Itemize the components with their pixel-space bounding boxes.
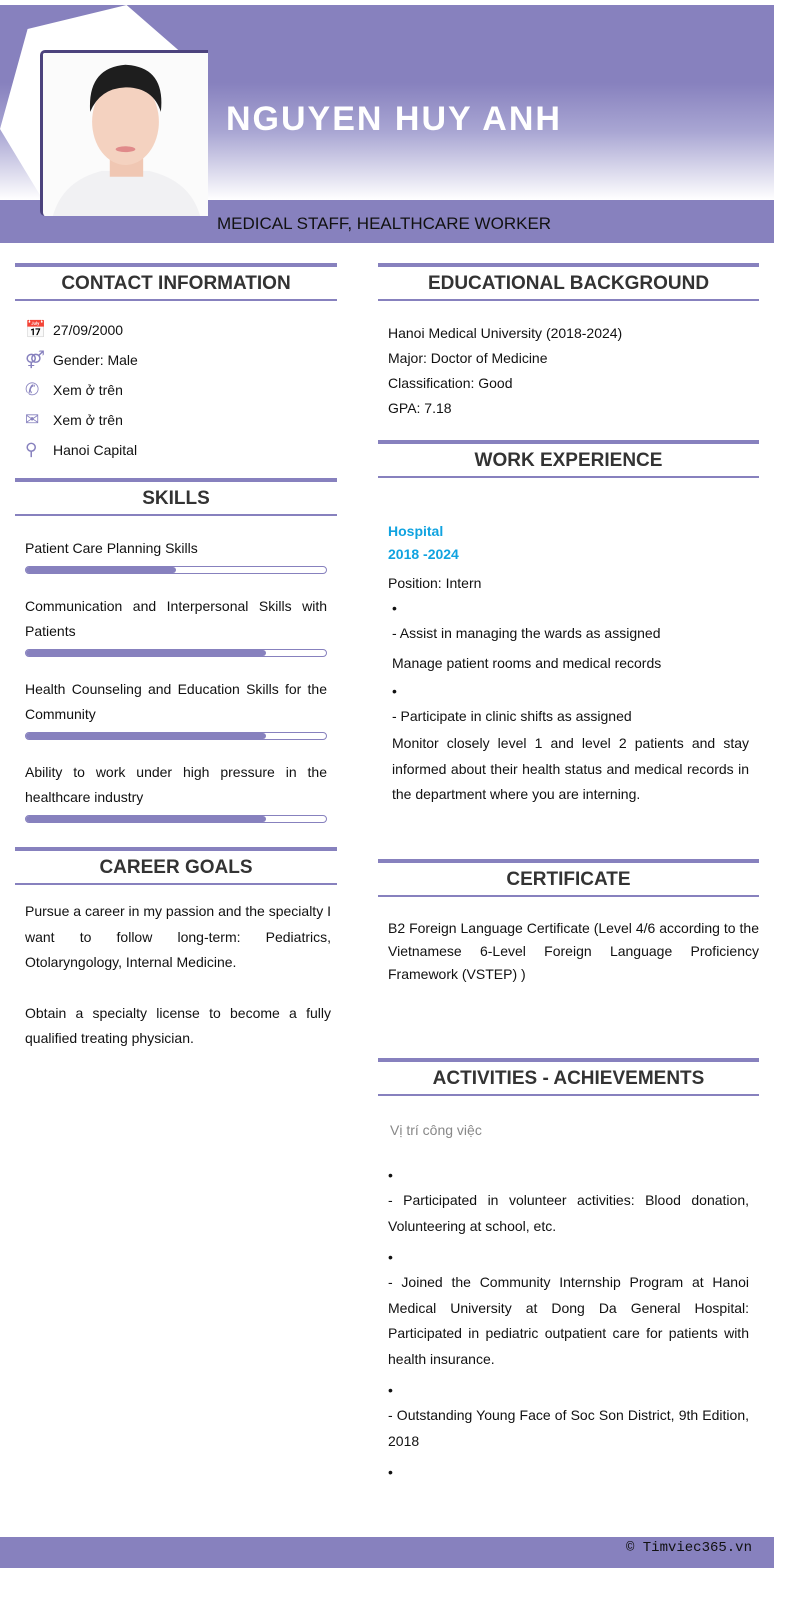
certificate-section xyxy=(378,859,759,986)
skill-label: Patient Care Planning Skills xyxy=(25,540,198,556)
skills-heading: SKILLS xyxy=(15,478,337,516)
contact-text: Gender: Male xyxy=(53,352,138,368)
skills-section xyxy=(15,478,337,843)
skill-level-fill xyxy=(26,733,266,739)
career-goals-section xyxy=(15,847,337,1052)
skill-level-fill xyxy=(26,567,176,573)
activity-item: - Joined the Community Internship Program at Hanoi Medical University at Dong Da General Hospital: Participated in pediatric outpatient care for patients with health insurance. xyxy=(388,1274,749,1367)
contact-section xyxy=(15,263,337,465)
contact-item xyxy=(15,315,337,345)
education-line: GPA: 7.18 xyxy=(388,400,452,416)
activities-section xyxy=(378,1058,759,1485)
bullet: • xyxy=(392,600,397,616)
work-section xyxy=(378,440,759,808)
activities-heading: ACTIVITIES - ACHIEVEMENTS xyxy=(378,1058,759,1096)
skill-item xyxy=(15,594,337,657)
candidate-name: NGUYEN HUY ANH xyxy=(226,100,562,138)
bullet: • xyxy=(388,1382,393,1398)
bullet: • xyxy=(388,1249,393,1265)
education-heading: EDUCATIONAL BACKGROUND xyxy=(378,263,759,301)
skill-label: Communication and Interpersonal Skills with Patients xyxy=(25,598,327,639)
skill-level-bar xyxy=(25,815,327,823)
goal-paragraph: Pursue a career in my passion and the specialty I want to follow long-term: Pediatrics, Otolaryngology, Internal Medicine. xyxy=(25,903,331,970)
contact-text: 27/09/2000 xyxy=(53,322,124,338)
work-detail: Monitor closely level 1 and level 2 patients and stay informed about their health status and medical records in the department where you are interning. xyxy=(392,735,749,802)
education-line: Classification: Good xyxy=(388,375,513,391)
skill-level-bar xyxy=(25,566,327,574)
bullet: • xyxy=(388,1167,393,1183)
skill-level-bar xyxy=(25,649,327,657)
work-duty: - Participate in clinic shifts as assigned xyxy=(392,708,632,724)
skill-level-fill xyxy=(26,650,266,656)
contact-text: Xem ở trên xyxy=(53,412,123,428)
footer-credit: © Timviec365.vn xyxy=(625,1540,752,1556)
bullet: • xyxy=(388,1464,393,1480)
work-detail: Manage patient rooms and medical records xyxy=(392,655,662,671)
bullet: • xyxy=(392,683,397,699)
contact-item xyxy=(15,375,337,405)
work-period: 2018 -2024 xyxy=(388,546,459,562)
skill-level-fill xyxy=(26,816,266,822)
location-icon: ⚲ xyxy=(25,440,38,459)
company-name: Hospital xyxy=(388,523,444,539)
career-goals-heading: CAREER GOALS xyxy=(15,847,337,885)
skill-item xyxy=(15,760,337,823)
work-duty: - Assist in managing the wards as assigned xyxy=(392,625,661,641)
education-line: Hanoi Medical University (2018-2024) xyxy=(388,325,623,341)
activity-item: - Outstanding Young Face of Soc Son District, 9th Edition, 2018 xyxy=(388,1407,749,1449)
activity-item: - Participated in volunteer activities: Blood donation, Volunteering at school, etc. xyxy=(388,1192,749,1234)
skill-level-bar xyxy=(25,732,327,740)
contact-item xyxy=(15,345,337,375)
certificate-heading: CERTIFICATE xyxy=(378,859,759,897)
activities-placeholder: Vị trí công việc xyxy=(390,1122,482,1138)
education-line: Major: Doctor of Medicine xyxy=(388,350,548,366)
contact-item xyxy=(15,405,337,435)
profile-photo xyxy=(40,50,208,216)
contact-item xyxy=(15,435,337,465)
footer xyxy=(0,1537,774,1568)
contact-text: Hanoi Capital xyxy=(53,442,138,458)
certificate-text: B2 Foreign Language Certificate (Level 4/6 according to the Vietnamese 6-Level Foreign Language Proficiency Framework (VSTEP) ) xyxy=(388,920,759,982)
contact-heading: CONTACT INFORMATION xyxy=(15,263,337,301)
skill-item xyxy=(15,536,337,574)
gender-icon: ⚤ xyxy=(25,350,45,369)
email-icon: ✉ xyxy=(25,410,40,429)
contact-text: Xem ở trên xyxy=(53,382,123,398)
work-heading: WORK EXPERIENCE xyxy=(378,440,759,478)
skill-label: Health Counseling and Education Skills for the Community xyxy=(25,681,327,722)
education-section xyxy=(378,263,759,421)
skill-label: Ability to work under high pressure in the healthcare industry xyxy=(25,764,327,805)
calendar-icon: 📅 xyxy=(25,320,47,339)
phone-icon: ✆ xyxy=(25,380,40,399)
goal-paragraph: Obtain a specialty license to become a fully qualified treating physician. xyxy=(25,1004,331,1046)
skill-item xyxy=(15,677,337,740)
work-position: Position: Intern xyxy=(388,575,482,591)
job-title: MEDICAL STAFF, HEALTHCARE WORKER xyxy=(217,214,552,233)
